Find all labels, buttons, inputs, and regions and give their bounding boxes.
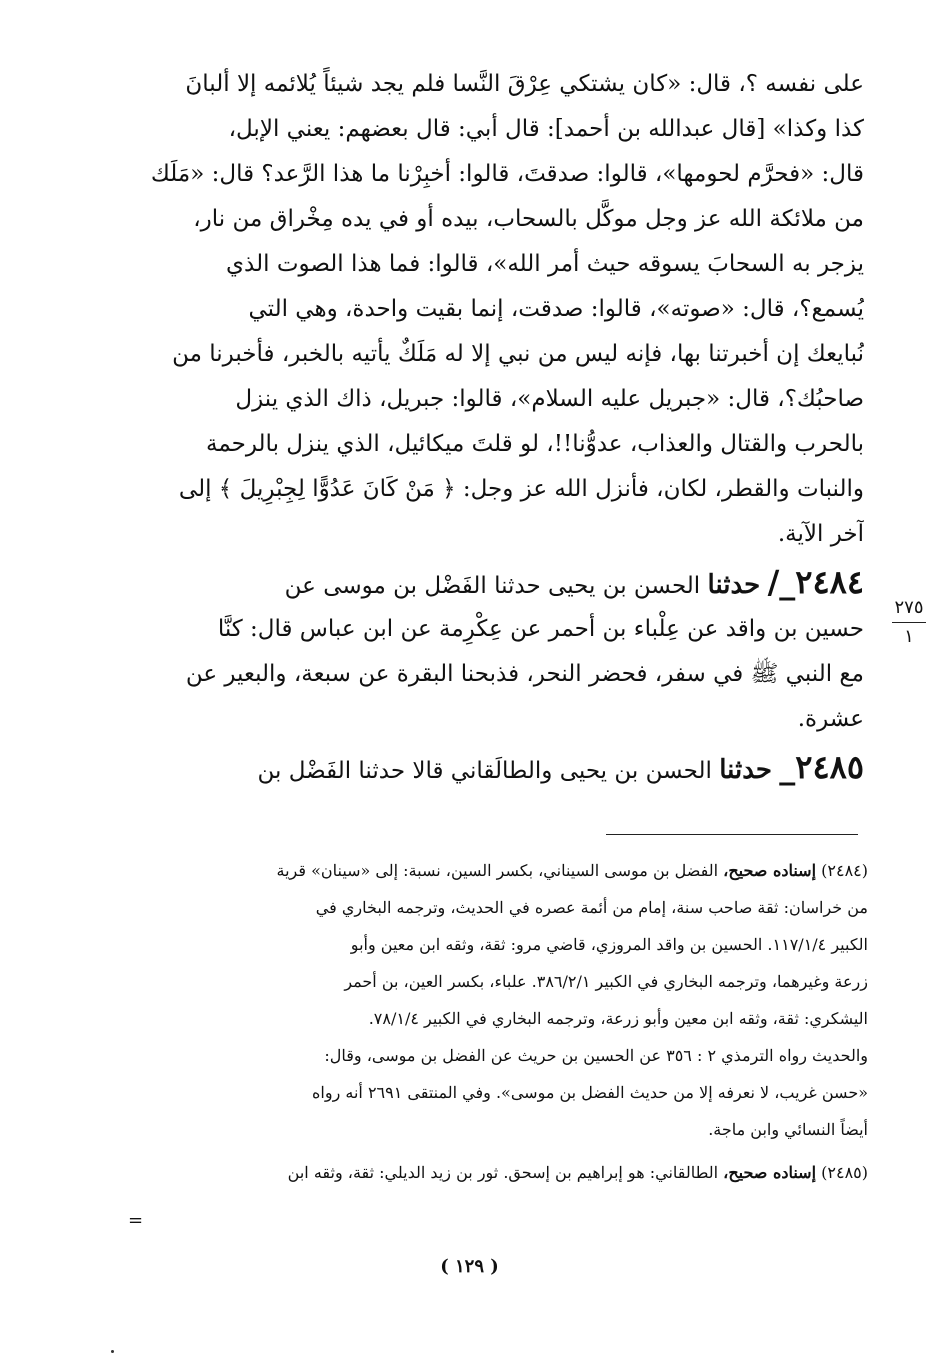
footnote-ref: (٢٤٨٥) bbox=[821, 1163, 868, 1182]
hadith-number: ٢٤٨٤ bbox=[795, 563, 864, 601]
continuation-mark: = bbox=[128, 1210, 144, 1231]
footnote-line bbox=[150, 1154, 868, 1191]
footnote-separator bbox=[606, 834, 858, 835]
text-line: بالحرب والقتال والعذاب، عدوُّنا!!، لو قلتَ ميكائيل، الذي ينزل بالرحمة bbox=[206, 431, 864, 457]
hadith-text: الحسن بن يحيى حدثنا الفَضْل بن موسى عن bbox=[284, 573, 701, 599]
text-line: آخر الآية. bbox=[777, 521, 864, 547]
text-line: صاحبُك؟، قال: «جبريل عليه السلام»، قالوا: جبريل، ذاك الذي ينزل bbox=[235, 386, 864, 412]
footnote-line: والحديث رواه الترمذي ٢ : ٣٥٦ عن الحسين بن حريث عن الفضل بن موسى، وقال: bbox=[324, 1046, 868, 1065]
scan-speck bbox=[111, 1350, 114, 1353]
hadith-mark: _/ bbox=[767, 563, 796, 601]
footnotes bbox=[150, 852, 868, 1191]
page-number: ( ١٢٩ ) bbox=[440, 1256, 499, 1277]
footnote-line: «حسن غريب، لا نعرفه إلا من حديث الفضل بن موسى». وفي المنتقى ٢٦٩١ أنه رواه bbox=[312, 1083, 868, 1102]
text-line: على نفسه ؟، قال: «كان يشتكي عِرْقَ النَّسا فلم يجد شيئاً يُلائمه إلا ألبانَ bbox=[185, 71, 864, 97]
text-line: حسين بن واقد عن عِلْباء بن أحمر عن عِكْرِمة عن ابن عباس قال: كنَّا bbox=[217, 616, 864, 642]
footnote-grade: إسناده صحيح، bbox=[723, 1163, 817, 1182]
text-line: مع النبي ﷺ في سفر، فحضر النحر، فذبحنا البقرة عن سبعة، والبعير عن bbox=[185, 661, 864, 687]
hadith-number: ٢٤٨٥ bbox=[795, 748, 864, 786]
footnote-line: الكبير ١١٧/١/٤. الحسين بن واقد المروزي، قاضي مرو: ثقة، وثقه ابن معين وأبو bbox=[350, 935, 868, 954]
text-line: يُسمع؟، قال: «صوته»، قالوا: صدقت، إنما بقيت واحدة، وهي التي bbox=[248, 296, 864, 322]
footnote-ref: (٢٤٨٤) bbox=[821, 861, 868, 880]
footnote-line: زرعة وغيرهما، وترجمه البخاري في الكبير ٣٨٦/٢/١. علباء، بكسر العين، بن أحمر bbox=[344, 972, 868, 991]
margin-reference-divider bbox=[892, 622, 926, 623]
hadith-head: حدثنا bbox=[707, 570, 761, 600]
footnote-line: اليشكري: ثقة، وثقه ابن معين وأبو زرعة، وترجمه البخاري في الكبير ٧٨/١/٤. bbox=[368, 1009, 868, 1028]
text-line: قال: «فحرَّم لحومها»، قالوا: صدقتَ، قالوا: أخبِرْنا ما هذا الرَّعد؟ قال: «مَلَك bbox=[150, 161, 864, 187]
footnote-line bbox=[150, 852, 868, 889]
text-line: يزجر به السحابَ يسوقه حيث أمر الله»، قالوا: فما هذا الصوت الذي bbox=[226, 251, 864, 277]
text-line: نُبايعك إن أخبرتنا بها، فإنه ليس من نبي إلا له مَلَكٌ يأتيه بالخبر، فأخبرنا من bbox=[172, 341, 864, 367]
text-line: عشرة. bbox=[797, 706, 864, 732]
footnote-line: من خراسان: ثقة صاحب سنة، إمام من أئمة عصره في الحديث، وترجمه البخاري في bbox=[315, 898, 868, 917]
hadith-mark: _ bbox=[779, 748, 796, 786]
footnote-line: أيضاً النسائي وابن ماجة. bbox=[708, 1120, 868, 1139]
footnote-text: الطالقاني: هو إبراهيم بن إسحق. ثور بن زيد الديلي: ثقة، وثقه ابن bbox=[287, 1163, 719, 1182]
hadith-2485-first-line bbox=[150, 742, 864, 792]
hadith-2484-first-line bbox=[150, 557, 864, 607]
text-line: من ملائكة الله عز وجل موكَّل بالسحاب، بيده أو في يده مِخْراق من نار، bbox=[193, 206, 864, 232]
main-text bbox=[150, 62, 864, 792]
hadith-head: حدثنا bbox=[719, 755, 772, 785]
hadith-text: الحسن بن يحيى والطالَقاني قالا حدثنا الفَضْل بن bbox=[257, 758, 712, 784]
footnote-grade: إسناده صحيح، bbox=[723, 861, 817, 880]
text-line: كذا وكذا» [قال عبدالله بن أحمد]: قال أبي: قال بعضهم: يعني الإبل، bbox=[228, 116, 864, 142]
footnote-text: الفضل بن موسى السيناني، بكسر السين، نسبة: إلى «سينان» قرية bbox=[276, 861, 719, 880]
margin-reference-top: ٢٧٥ bbox=[894, 597, 924, 618]
margin-reference bbox=[884, 596, 934, 649]
text-line: والنبات والقطر، لكان، فأنزل الله عز وجل: ﴿ مَنْ كَانَ عَدُوًّا لِجِبْرِيلَ ﴾ إلى bbox=[178, 476, 864, 502]
margin-reference-bottom: ١ bbox=[904, 626, 914, 647]
